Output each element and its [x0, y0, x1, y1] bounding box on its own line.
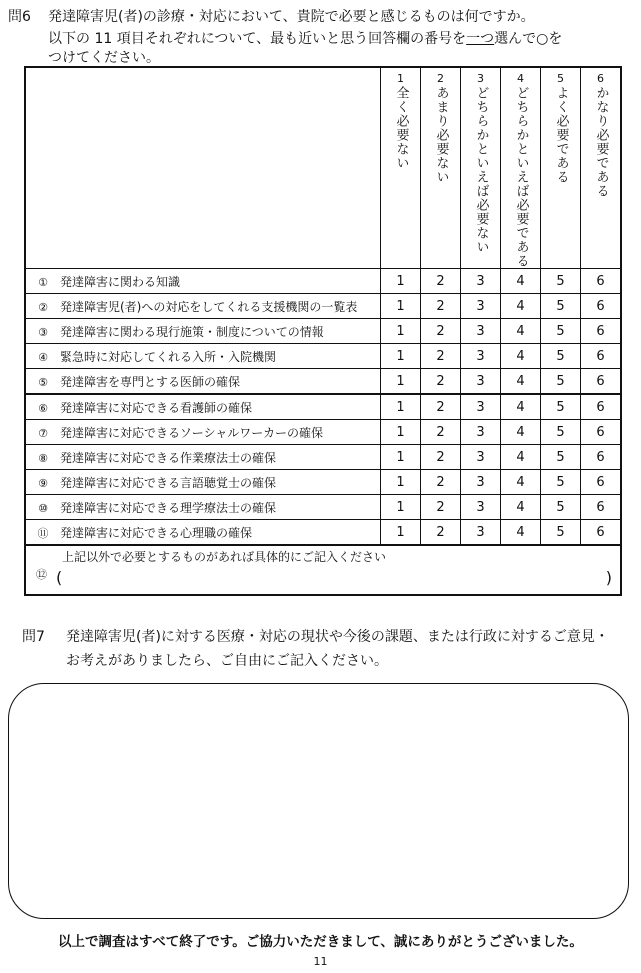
option-label: どちらかといえば必要ない: [473, 86, 489, 254]
item-mark: ⑪: [37, 526, 49, 540]
answer-option-1[interactable]: 1: [381, 344, 421, 369]
answer-option-6[interactable]: 6: [581, 445, 622, 470]
option-number: 4: [517, 72, 524, 85]
answer-option-1[interactable]: 1: [381, 420, 421, 445]
open-bracket: (: [56, 568, 63, 587]
answer-option-6[interactable]: 6: [581, 319, 622, 344]
free-answer-label: 上記以外で必要とするものがあれば具体的にご記入ください: [62, 550, 387, 564]
item-mark: ⑤: [38, 375, 48, 389]
close-bracket: ): [605, 568, 612, 587]
answer-option-2[interactable]: 2: [421, 269, 461, 294]
answer-option-1[interactable]: 1: [381, 269, 421, 294]
instruction-part-a: 以下の 11 項目それぞれについて、最も近いと思う回答欄の番号を: [48, 31, 467, 47]
answer-option-4[interactable]: 4: [501, 470, 541, 495]
answer-option-1[interactable]: 1: [381, 495, 421, 520]
item-row: [25, 420, 621, 445]
instruction-part-c: つけてください。: [48, 50, 160, 66]
option-header-1: [381, 67, 421, 269]
answer-option-4[interactable]: 4: [501, 520, 541, 546]
item-text: 緊急時に対応してくれる入所・入院機関: [60, 349, 277, 364]
instruction-underline: 一つ: [466, 31, 495, 47]
item-mark: ③: [38, 325, 48, 339]
answer-option-2[interactable]: 2: [421, 520, 461, 546]
closing-message: 以上で調査はすべて終了です。ご協力いただきまして、誠にありがとうございました。: [58, 934, 583, 950]
item-text: 発達障害児(者)への対応をしてくれる支援機関の一覧表: [60, 299, 358, 314]
item-row: [25, 319, 621, 344]
item-mark: ①: [38, 275, 48, 289]
answer-option-3[interactable]: 3: [461, 520, 501, 546]
answer-option-4[interactable]: 4: [501, 344, 541, 369]
free-answer-cell[interactable]: [25, 545, 621, 595]
answer-option-3[interactable]: 3: [461, 344, 501, 369]
answer-option-5[interactable]: 5: [541, 445, 581, 470]
answer-option-6[interactable]: 6: [581, 394, 622, 420]
item-label-cell: [25, 495, 381, 520]
answer-option-1[interactable]: 1: [381, 470, 421, 495]
answer-option-3[interactable]: 3: [461, 269, 501, 294]
answer-option-4[interactable]: 4: [501, 369, 541, 395]
option-header-6: [581, 67, 622, 269]
answer-option-5[interactable]: 5: [541, 344, 581, 369]
answer-option-6[interactable]: 6: [581, 344, 622, 369]
question-6-heading: [8, 8, 535, 27]
item-text: 発達障害に対応できる理学療法士の確保: [60, 500, 277, 515]
question-6-number: 問6: [8, 9, 31, 25]
item-label-cell: [25, 420, 381, 445]
answer-option-4[interactable]: 4: [501, 394, 541, 420]
item-label-cell: [25, 319, 381, 344]
question-6-instruction: [48, 30, 633, 68]
answer-option-6[interactable]: 6: [581, 369, 622, 395]
answer-option-2[interactable]: 2: [421, 294, 461, 319]
item-text: 発達障害に対応できる心理職の確保: [60, 525, 253, 540]
answer-option-4[interactable]: 4: [501, 420, 541, 445]
answer-option-6[interactable]: 6: [581, 520, 622, 546]
option-label: 全く必要ない: [393, 86, 409, 170]
answer-option-6[interactable]: 6: [581, 495, 622, 520]
item-label-cell: [25, 269, 381, 294]
option-header-5: [541, 67, 581, 269]
item-text: 発達障害を専門とする医師の確保: [60, 374, 241, 389]
option-label: よく必要である: [553, 86, 569, 184]
answer-option-5[interactable]: 5: [541, 369, 581, 395]
free-answer-mark: ⑫: [36, 568, 47, 581]
item-label-cell: [25, 344, 381, 369]
answer-option-4[interactable]: 4: [501, 445, 541, 470]
item-label-cell: [25, 369, 381, 395]
answer-option-3[interactable]: 3: [461, 495, 501, 520]
answer-option-3[interactable]: 3: [461, 420, 501, 445]
item-mark: ②: [38, 300, 48, 314]
question-6-title: 発達障害児(者)の診療・対応において、貴院で必要と感じるものは何ですか。: [48, 9, 535, 25]
item-label-cell: [25, 470, 381, 495]
answer-option-5[interactable]: 5: [541, 420, 581, 445]
item-label-cell: [25, 520, 381, 546]
option-header-3: [461, 67, 501, 269]
question-7-heading: [22, 628, 609, 647]
answer-option-3[interactable]: 3: [461, 319, 501, 344]
item-label-cell: [25, 294, 381, 319]
free-answer-row: [25, 545, 621, 595]
option-number: 2: [437, 72, 444, 85]
answer-option-2[interactable]: 2: [421, 470, 461, 495]
item-text: 発達障害に関わる知識: [60, 274, 181, 289]
answer-option-4[interactable]: 4: [501, 495, 541, 520]
page-number: 11: [313, 955, 328, 968]
answer-option-1[interactable]: 1: [381, 520, 421, 546]
answer-option-5[interactable]: 5: [541, 520, 581, 546]
option-number: 3: [477, 72, 484, 85]
item-row: [25, 470, 621, 495]
item-row: [25, 269, 621, 294]
header-corner: [25, 67, 381, 269]
item-text: 発達障害に対応できる看護師の確保: [60, 400, 253, 415]
answer-option-3[interactable]: 3: [461, 445, 501, 470]
answer-option-3[interactable]: 3: [461, 394, 501, 420]
answer-option-2[interactable]: 2: [421, 319, 461, 344]
answer-option-3[interactable]: 3: [461, 294, 501, 319]
answer-option-2[interactable]: 2: [421, 445, 461, 470]
item-label-cell: [25, 445, 381, 470]
question-7-title-continued: お考えがありましたら、ご自由にご記入ください。: [66, 653, 388, 669]
item-mark: ⑨: [38, 476, 48, 490]
answer-option-4[interactable]: 4: [501, 294, 541, 319]
item-row: [25, 294, 621, 319]
answer-option-1[interactable]: 1: [381, 294, 421, 319]
item-text: 発達障害に関わる現行施策・制度についての情報: [60, 324, 324, 339]
item-row: [25, 495, 621, 520]
item-mark: ⑥: [38, 401, 48, 415]
option-number: 1: [397, 72, 404, 85]
free-comment-box[interactable]: [8, 683, 629, 919]
answer-option-4[interactable]: 4: [501, 319, 541, 344]
answer-option-2[interactable]: 2: [421, 344, 461, 369]
item-text: 発達障害に対応できる作業療法士の確保: [60, 450, 277, 465]
answer-option-2[interactable]: 2: [421, 369, 461, 395]
instruction-part-b: 選んで○を: [494, 31, 563, 47]
options-header-row: [25, 67, 621, 269]
option-label: あまり必要ない: [433, 86, 449, 184]
item-text: 発達障害に対応できる言語聴覚士の確保: [60, 475, 277, 490]
answer-option-6[interactable]: 6: [581, 470, 622, 495]
answer-option-5[interactable]: 5: [541, 269, 581, 294]
answer-option-2[interactable]: 2: [421, 394, 461, 420]
answer-option-5[interactable]: 5: [541, 294, 581, 319]
item-label-cell: [25, 394, 381, 420]
answer-option-2[interactable]: 2: [421, 420, 461, 445]
item-mark: ⑦: [38, 426, 48, 440]
answer-grid: [24, 66, 622, 596]
option-label: どちらかといえば必要である: [513, 86, 529, 268]
answer-option-4[interactable]: 4: [501, 269, 541, 294]
answer-option-1[interactable]: 1: [381, 369, 421, 395]
question-7-number: 問7: [22, 629, 45, 645]
answer-option-3[interactable]: 3: [461, 470, 501, 495]
answer-option-5[interactable]: 5: [541, 319, 581, 344]
item-text: 発達障害に対応できるソーシャルワーカーの確保: [60, 425, 324, 440]
answer-option-1[interactable]: 1: [381, 394, 421, 420]
item-row: [25, 394, 621, 420]
answer-option-5[interactable]: 5: [541, 394, 581, 420]
item-row: [25, 369, 621, 395]
item-row: [25, 445, 621, 470]
item-mark: ⑧: [38, 451, 48, 465]
answer-option-5[interactable]: 5: [541, 470, 581, 495]
answer-option-1[interactable]: 1: [381, 319, 421, 344]
answer-option-6[interactable]: 6: [581, 294, 622, 319]
answer-option-3[interactable]: 3: [461, 369, 501, 395]
item-mark: ⑩: [38, 501, 48, 515]
item-row: [25, 344, 621, 369]
option-number: 6: [597, 72, 604, 85]
answer-option-1[interactable]: 1: [381, 445, 421, 470]
item-mark: ④: [38, 350, 48, 364]
answer-option-6[interactable]: 6: [581, 420, 622, 445]
question-7-title: 発達障害児(者)に対する医療・対応の現状や今後の課題、または行政に対するご意見・: [66, 629, 609, 645]
answer-option-2[interactable]: 2: [421, 495, 461, 520]
answer-option-5[interactable]: 5: [541, 495, 581, 520]
option-header-4: [501, 67, 541, 269]
answer-option-6[interactable]: 6: [581, 269, 622, 294]
option-label: かなり必要である: [593, 86, 609, 198]
option-header-2: [421, 67, 461, 269]
item-row: [25, 520, 621, 546]
option-number: 5: [557, 72, 564, 85]
